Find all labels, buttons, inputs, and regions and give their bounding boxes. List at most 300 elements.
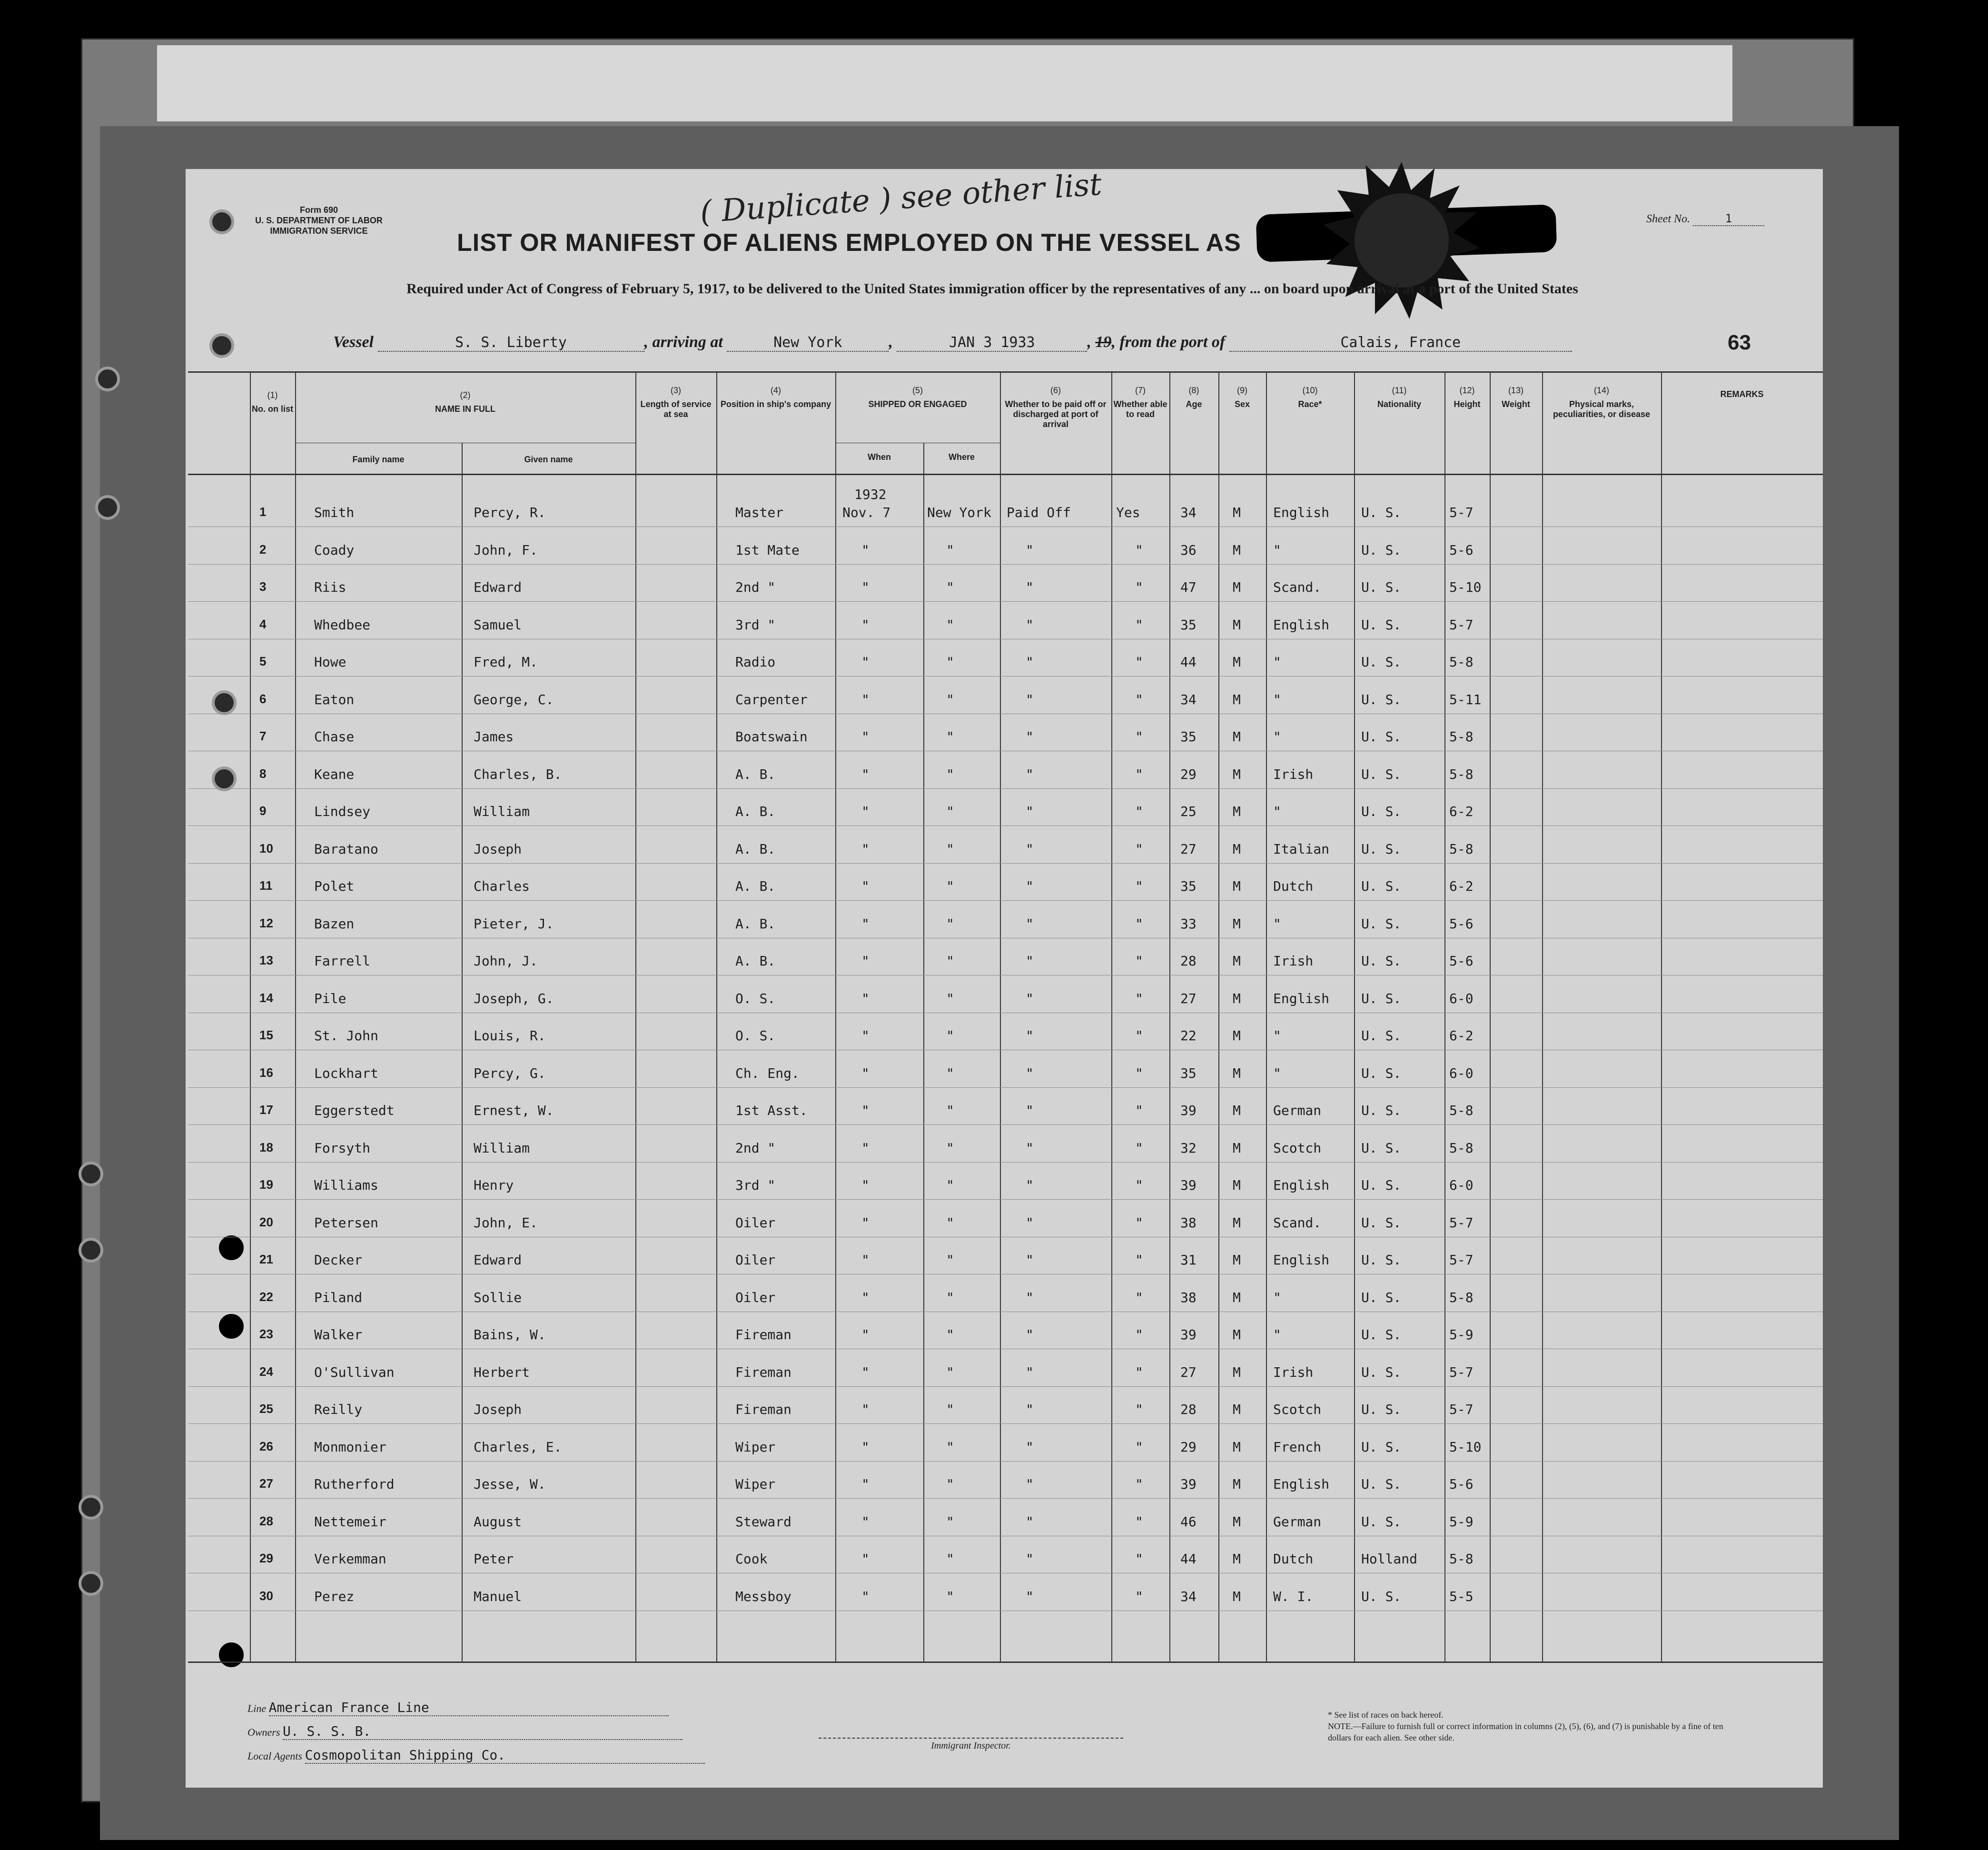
cell-height: 5-6	[1449, 953, 1474, 969]
cell-paid-off: "	[1026, 1065, 1034, 1081]
cell-family-name: Walker	[314, 1327, 363, 1343]
cell-age: 27	[1180, 990, 1197, 1006]
cell-position: Carpenter	[735, 691, 808, 707]
service: IMMIGRATION SERVICE	[270, 226, 368, 236]
cell-position: Steward	[735, 1513, 792, 1530]
cell-shipped-where: "	[946, 1551, 954, 1567]
cell-given-name: William	[474, 804, 530, 819]
cell-able-to-read: "	[1135, 542, 1143, 558]
cell-row-number: 14	[259, 990, 273, 1005]
cell-row-number: 8	[259, 766, 267, 781]
cell-row-number: 22	[259, 1289, 273, 1304]
cell-position: Messboy	[735, 1588, 792, 1604]
cell-age: 28	[1180, 953, 1197, 969]
cell-shipped-where: "	[946, 953, 954, 969]
cell-sex: M	[1233, 1140, 1241, 1156]
cell-shipped-when: "	[861, 542, 870, 558]
cell-family-name: Verkemman	[314, 1551, 386, 1567]
cell-shipped-where: "	[946, 654, 954, 670]
cell-height: 5-7	[1449, 1364, 1474, 1380]
cell-nationality: U. S.	[1361, 691, 1402, 707]
col-rule	[295, 371, 296, 1661]
cell-age: 31	[1180, 1252, 1197, 1268]
cell-given-name: Manuel	[474, 1588, 522, 1604]
cell-row-number: 5	[259, 654, 267, 668]
cell-height: 5-8	[1449, 1551, 1474, 1567]
cell-race: Irish	[1273, 1364, 1314, 1380]
cell-race: Italian	[1273, 841, 1330, 857]
cell-family-name: Lockhart	[314, 1065, 378, 1081]
cell-row-number: 16	[259, 1065, 273, 1080]
cell-position: A. B.	[735, 766, 776, 782]
cell-row-number: 23	[259, 1327, 273, 1341]
cell-shipped-when: "	[861, 915, 870, 932]
cell-height: 5-8	[1449, 766, 1474, 782]
line-label: Line	[247, 1702, 267, 1714]
cell-paid-off: "	[1026, 1513, 1034, 1530]
cell-shipped-where: "	[946, 1177, 954, 1193]
note-races: * See list of races on back hereof.	[1328, 1710, 1444, 1720]
cell-able-to-read: "	[1135, 1439, 1143, 1455]
binder-hole	[79, 1495, 103, 1520]
header-bottom-rule	[188, 474, 1823, 475]
cell-shipped-where: "	[946, 1513, 954, 1530]
cell-family-name: Farrell	[314, 953, 371, 969]
cell-given-name: Edward	[474, 1252, 522, 1268]
cell-height: 5-7	[1449, 617, 1474, 633]
cell-able-to-read: "	[1135, 729, 1143, 745]
col-header-weight: (13) Weight	[1502, 386, 1530, 409]
row-rule	[188, 1386, 1823, 1387]
cell-age: 35	[1180, 617, 1197, 633]
cell-sex: M	[1233, 1476, 1241, 1492]
owners-label: Owners	[247, 1726, 280, 1738]
cell-shipped-where: "	[946, 878, 954, 894]
cell-age: 39	[1180, 1103, 1197, 1118]
cell-race: "	[1273, 1327, 1281, 1343]
cell-nationality: U. S.	[1361, 1289, 1402, 1305]
cell-age: 27	[1180, 841, 1197, 857]
departure-port: Calais, France	[1229, 334, 1572, 352]
cell-given-name: Bains, W.	[474, 1327, 546, 1343]
cell-able-to-read: "	[1135, 1065, 1143, 1081]
cell-age: 22	[1180, 1028, 1197, 1044]
cell-given-name: Sollie	[474, 1289, 522, 1305]
cell-family-name: Riis	[314, 579, 346, 595]
cell-paid-off: "	[1026, 617, 1034, 633]
cell-paid-off: "	[1026, 729, 1034, 745]
cell-sex: M	[1233, 617, 1241, 633]
sheet-number-field	[1646, 212, 1764, 226]
cell-sex: M	[1233, 841, 1241, 857]
cell-sex: M	[1233, 1327, 1241, 1343]
row-rule	[188, 1162, 1823, 1163]
cell-position: Fireman	[735, 1327, 792, 1343]
cell-given-name: Charles, B.	[474, 766, 562, 782]
cell-family-name: Williams	[314, 1177, 378, 1193]
cell-shipped-when: "	[861, 1513, 870, 1530]
cell-race: English	[1273, 505, 1330, 520]
cell-race: Scotch	[1273, 1402, 1322, 1417]
vessel-line: Vessel S. S. Liberty , arriving at New York , JAN 3 1933 , 19, from the port of Calais, France	[333, 333, 1785, 352]
cell-shipped-when: "	[861, 617, 870, 633]
cell-paid-off: "	[1026, 766, 1034, 782]
cell-shipped-where: "	[946, 915, 954, 932]
cell-row-number: 21	[259, 1252, 273, 1266]
col-rule	[835, 371, 836, 1661]
cell-family-name: O'Sullivan	[314, 1364, 395, 1380]
cell-position: Oiler	[735, 1252, 776, 1268]
cell-row-number: 28	[259, 1513, 273, 1528]
cell-age: 35	[1180, 1065, 1197, 1081]
cell-shipped-where: "	[946, 841, 954, 857]
cell-height: 5-6	[1449, 542, 1474, 558]
row-rule	[188, 900, 1823, 901]
cell-able-to-read: "	[1135, 1476, 1143, 1492]
cell-age: 38	[1180, 1214, 1197, 1231]
cell-able-to-read: "	[1135, 654, 1143, 670]
cell-shipped-when: "	[861, 878, 870, 894]
cell-race: "	[1273, 804, 1281, 819]
cell-age: 27	[1180, 1364, 1197, 1380]
cell-shipped-where: "	[946, 729, 954, 745]
cell-height: 5-7	[1449, 1252, 1474, 1268]
cell-sex: M	[1233, 1252, 1241, 1268]
year-struck: 19	[1095, 333, 1112, 351]
cell-shipped-where: New York	[927, 505, 991, 520]
cell-given-name: Peter	[474, 1551, 514, 1567]
cell-shipped-when: "	[861, 1289, 870, 1305]
cell-able-to-read: "	[1135, 1177, 1143, 1193]
col-rule	[1661, 371, 1662, 1661]
cell-race: Irish	[1273, 766, 1314, 782]
cell-shipped-when: "	[861, 1588, 870, 1604]
cell-race: Dutch	[1273, 878, 1314, 894]
cell-height: 5-10	[1449, 579, 1482, 595]
cell-given-name: George, C.	[474, 691, 554, 707]
cell-sex: M	[1233, 1028, 1241, 1044]
cell-shipped-when: "	[861, 691, 870, 707]
cell-height: 5-11	[1449, 691, 1482, 707]
col-rule	[635, 371, 636, 1661]
col-rule	[716, 371, 717, 1661]
cell-paid-off: "	[1026, 915, 1034, 932]
cell-height: 5-7	[1449, 1402, 1474, 1417]
cell-family-name: Decker	[314, 1252, 363, 1268]
cell-sex: M	[1233, 579, 1241, 595]
cell-shipped-when: "	[861, 1439, 870, 1455]
cell-given-name: Joseph	[474, 1402, 522, 1417]
vessel-name: S. S. Liberty	[378, 334, 644, 352]
col-rule	[462, 443, 463, 1661]
cell-shipped-where: "	[946, 766, 954, 782]
cell-given-name: Percy, R.	[474, 505, 546, 520]
cell-able-to-read: "	[1135, 990, 1143, 1006]
cell-shipped-where: "	[946, 1028, 954, 1044]
cell-family-name: Baratano	[314, 841, 378, 857]
cell-age: 46	[1180, 1513, 1197, 1530]
row-rule	[188, 788, 1823, 789]
cell-row-number: 2	[259, 542, 267, 557]
cell-shipped-where: "	[946, 542, 954, 558]
col-rule	[1000, 371, 1001, 1661]
cell-given-name: James	[474, 729, 514, 745]
cell-able-to-read: "	[1135, 1364, 1143, 1380]
cell-given-name: John, E.	[474, 1214, 538, 1231]
cell-given-name: Louis, R.	[474, 1028, 546, 1044]
row-rule	[188, 1461, 1823, 1462]
cell-paid-off: "	[1026, 1588, 1034, 1604]
inspector-signature-line: Immigrant Inspector.	[819, 1738, 1123, 1751]
cell-row-number: 13	[259, 953, 273, 967]
cell-nationality: U. S.	[1361, 990, 1402, 1006]
cell-age: 36	[1180, 542, 1197, 558]
cell-given-name: Pieter, J.	[474, 915, 554, 932]
cell-height: 6-0	[1449, 990, 1474, 1006]
col-rule	[250, 371, 251, 1661]
cell-nationality: U. S.	[1361, 505, 1402, 520]
cell-sex: M	[1233, 990, 1241, 1006]
cell-nationality: U. S.	[1361, 878, 1402, 894]
cell-shipped-where: "	[946, 804, 954, 819]
cell-age: 34	[1180, 505, 1197, 520]
cell-race: German	[1273, 1103, 1322, 1118]
cell-position: Oiler	[735, 1289, 776, 1305]
cell-family-name: Nettemeir	[314, 1513, 386, 1530]
cell-shipped-where: "	[946, 1289, 954, 1305]
cell-shipped-where: "	[946, 1588, 954, 1604]
cell-nationality: U. S.	[1361, 1140, 1402, 1156]
cell-race: "	[1273, 1028, 1281, 1044]
cell-race: "	[1273, 729, 1281, 745]
cell-family-name: Smith	[314, 505, 355, 520]
subtitle: Required under Act of Congress of February 5, 1917, to be delivered to the United States immigration officer by the representatives of any ... on board upon arrival at a port of the United States	[406, 281, 1578, 297]
cell-nationality: U. S.	[1361, 1177, 1402, 1193]
cell-race: "	[1273, 1289, 1281, 1305]
cell-race: "	[1273, 691, 1281, 707]
cell-shipped-when: "	[861, 953, 870, 969]
cell-race: Irish	[1273, 953, 1314, 969]
cell-row-number: 1	[259, 505, 267, 519]
cell-age: 44	[1180, 1551, 1197, 1567]
cell-family-name: Petersen	[314, 1214, 378, 1231]
cell-given-name: John, F.	[474, 542, 538, 558]
cell-position: 3rd "	[735, 617, 776, 633]
cell-row-number: 3	[259, 579, 267, 594]
cell-shipped-where: "	[946, 990, 954, 1006]
cell-position: A. B.	[735, 878, 776, 894]
cell-paid-off: "	[1026, 953, 1034, 969]
cell-row-number: 19	[259, 1177, 273, 1192]
cell-paid-off: "	[1026, 1252, 1034, 1268]
cell-sex: M	[1233, 1588, 1241, 1604]
cell-able-to-read: "	[1135, 766, 1143, 782]
cell-paid-off: Paid Off	[1007, 505, 1071, 520]
cell-paid-off: "	[1026, 1439, 1034, 1455]
cell-position: Ch. Eng.	[735, 1065, 800, 1081]
cell-position: O. S.	[735, 1028, 776, 1044]
cell-paid-off: "	[1026, 579, 1034, 595]
col-rule	[1354, 371, 1355, 1661]
cell-position: Master	[735, 505, 784, 520]
cell-shipped-where: "	[946, 691, 954, 707]
cell-position: Oiler	[735, 1214, 776, 1231]
cell-shipped-when: "	[861, 1402, 870, 1417]
cell-given-name: Ernest, W.	[474, 1103, 554, 1118]
cell-paid-off: "	[1026, 1476, 1034, 1492]
cell-shipped-when: "	[861, 1252, 870, 1268]
col-header-able-to-read: (7) Whether able to read	[1113, 386, 1167, 419]
from-label: , from the port of	[1111, 333, 1226, 351]
col-header-shipped: (5) SHIPPED OR ENGAGED	[868, 386, 967, 409]
cell-shipped-where: "	[946, 1214, 954, 1231]
cell-row-number: 24	[259, 1364, 273, 1379]
cell-sex: M	[1233, 1065, 1241, 1081]
cell-age: 39	[1180, 1177, 1197, 1193]
cell-paid-off: "	[1026, 878, 1034, 894]
cell-given-name: Joseph, G.	[474, 990, 554, 1006]
col-header-no: (1) No. on list	[252, 390, 293, 414]
cell-family-name: Whedbee	[314, 617, 371, 633]
cell-sex: M	[1233, 1513, 1241, 1530]
cell-paid-off: "	[1026, 1177, 1034, 1193]
row-rule	[188, 601, 1823, 602]
col-rule	[1266, 371, 1267, 1661]
arriving-label: , arriving at	[644, 333, 723, 351]
cell-sex: M	[1233, 1289, 1241, 1305]
cell-family-name: Perez	[314, 1588, 355, 1604]
cell-position: A. B.	[735, 804, 776, 819]
cell-race: German	[1273, 1513, 1322, 1530]
cell-row-number: 27	[259, 1476, 273, 1491]
cell-nationality: U. S.	[1361, 1214, 1402, 1231]
cell-position: A. B.	[735, 953, 776, 969]
page-number: 63	[1728, 331, 1751, 354]
cell-position: Boatswain	[735, 729, 808, 745]
cell-nationality: U. S.	[1361, 1028, 1402, 1044]
cell-race: English	[1273, 990, 1330, 1006]
manifest-table	[188, 371, 1823, 1661]
cell-age: 34	[1180, 1588, 1197, 1604]
cell-shipped-where: "	[946, 1327, 954, 1343]
cell-age: 38	[1180, 1289, 1197, 1305]
cell-position: 1st Asst.	[735, 1103, 808, 1118]
cell-sex: M	[1233, 1551, 1241, 1567]
cell-sex: M	[1233, 1103, 1241, 1118]
cell-age: 44	[1180, 654, 1197, 670]
col-header-physical-marks: (14) Physical marks, peculiarities, or disease	[1553, 386, 1651, 419]
cell-given-name: William	[474, 1140, 530, 1156]
cell-given-name: Charles, E.	[474, 1439, 562, 1455]
cell-sex: M	[1233, 654, 1241, 670]
cell-paid-off: "	[1026, 1402, 1034, 1417]
col-header-paid-off: (6) Whether to be paid off or discharged at port of arrival	[1005, 386, 1107, 429]
row-rule	[188, 1124, 1823, 1125]
sheet-number: 1	[1693, 212, 1764, 226]
cell-sex: M	[1233, 915, 1241, 932]
binder-hole	[79, 1162, 103, 1186]
cell-family-name: Rutherford	[314, 1476, 395, 1492]
cell-shipped-when: "	[861, 1364, 870, 1380]
cell-able-to-read: "	[1135, 953, 1143, 969]
cell-age: 28	[1180, 1402, 1197, 1417]
cell-position: Wiper	[735, 1439, 776, 1455]
cell-height: 5-9	[1449, 1513, 1474, 1530]
cell-position: Fireman	[735, 1402, 792, 1417]
cell-paid-off: "	[1026, 1103, 1034, 1118]
sheet-label: Sheet No.	[1646, 213, 1690, 225]
cell-shipped-where: "	[946, 1439, 954, 1455]
table-bottom-rule	[188, 1661, 1823, 1663]
cell-shipped-when: "	[861, 579, 870, 595]
cell-position: O. S.	[735, 990, 776, 1006]
col-header-where: Where	[948, 452, 975, 462]
cell-paid-off: "	[1026, 691, 1034, 707]
cell-shipped-where: "	[946, 1065, 954, 1081]
cell-sex: M	[1233, 1177, 1241, 1193]
cell-nationality: U. S.	[1361, 841, 1402, 857]
cell-nationality: U. S.	[1361, 1327, 1402, 1343]
cell-nationality: U. S.	[1361, 1364, 1402, 1380]
col-header-height: (12) Height	[1454, 386, 1481, 409]
duplicate-annotation: ( Duplicate ) see other list	[699, 167, 1103, 230]
cell-paid-off: "	[1026, 990, 1034, 1006]
cell-shipped-when: "	[861, 766, 870, 782]
cell-height: 6-2	[1449, 878, 1474, 894]
cell-shipped-when: "	[861, 729, 870, 745]
col-header-race: (10) Race*	[1298, 386, 1322, 409]
cell-able-to-read: "	[1135, 804, 1143, 819]
cell-able-to-read: "	[1135, 1327, 1143, 1343]
cell-position: A. B.	[735, 915, 776, 932]
cell-shipped-when: "	[861, 841, 870, 857]
cell-nationality: U. S.	[1361, 617, 1402, 633]
cell-position: Wiper	[735, 1476, 776, 1492]
top-flap	[157, 45, 1732, 121]
arriving-port: New York	[727, 334, 889, 352]
cell-row-number: 29	[259, 1551, 273, 1565]
cell-given-name: Jesse, W.	[474, 1476, 546, 1492]
footer-notes	[1328, 1709, 1742, 1743]
cell-nationality: U. S.	[1361, 1513, 1402, 1530]
row-rule	[188, 1199, 1823, 1200]
col-rule	[1542, 371, 1543, 1661]
cell-shipped-when: "	[861, 1140, 870, 1156]
col-rule	[923, 443, 924, 1661]
cell-paid-off: "	[1026, 1327, 1034, 1343]
cell-age: 25	[1180, 804, 1197, 819]
punch-hole	[209, 209, 234, 234]
cell-height: 6-2	[1449, 804, 1474, 819]
cell-nationality: U. S.	[1361, 804, 1402, 819]
cell-paid-off: "	[1026, 654, 1034, 670]
cell-shipped-where: "	[946, 1364, 954, 1380]
cell-position: 2nd "	[735, 579, 776, 595]
cell-row-number: 25	[259, 1402, 273, 1416]
cell-shipped-year: 1932	[854, 487, 887, 502]
col-header-nationality: (11) Nationality	[1377, 386, 1421, 409]
cell-age: 47	[1180, 579, 1197, 595]
col-rule	[1169, 371, 1170, 1661]
cell-height: 6-0	[1449, 1177, 1474, 1193]
agents-label: Local Agents	[247, 1750, 303, 1762]
cell-nationality: U. S.	[1361, 766, 1402, 782]
cell-paid-off: "	[1026, 1028, 1034, 1044]
cell-shipped-when: "	[861, 1214, 870, 1231]
cell-height: 5-8	[1449, 729, 1474, 745]
cell-family-name: Reilly	[314, 1402, 363, 1417]
cell-race: Scand.	[1273, 1214, 1322, 1231]
